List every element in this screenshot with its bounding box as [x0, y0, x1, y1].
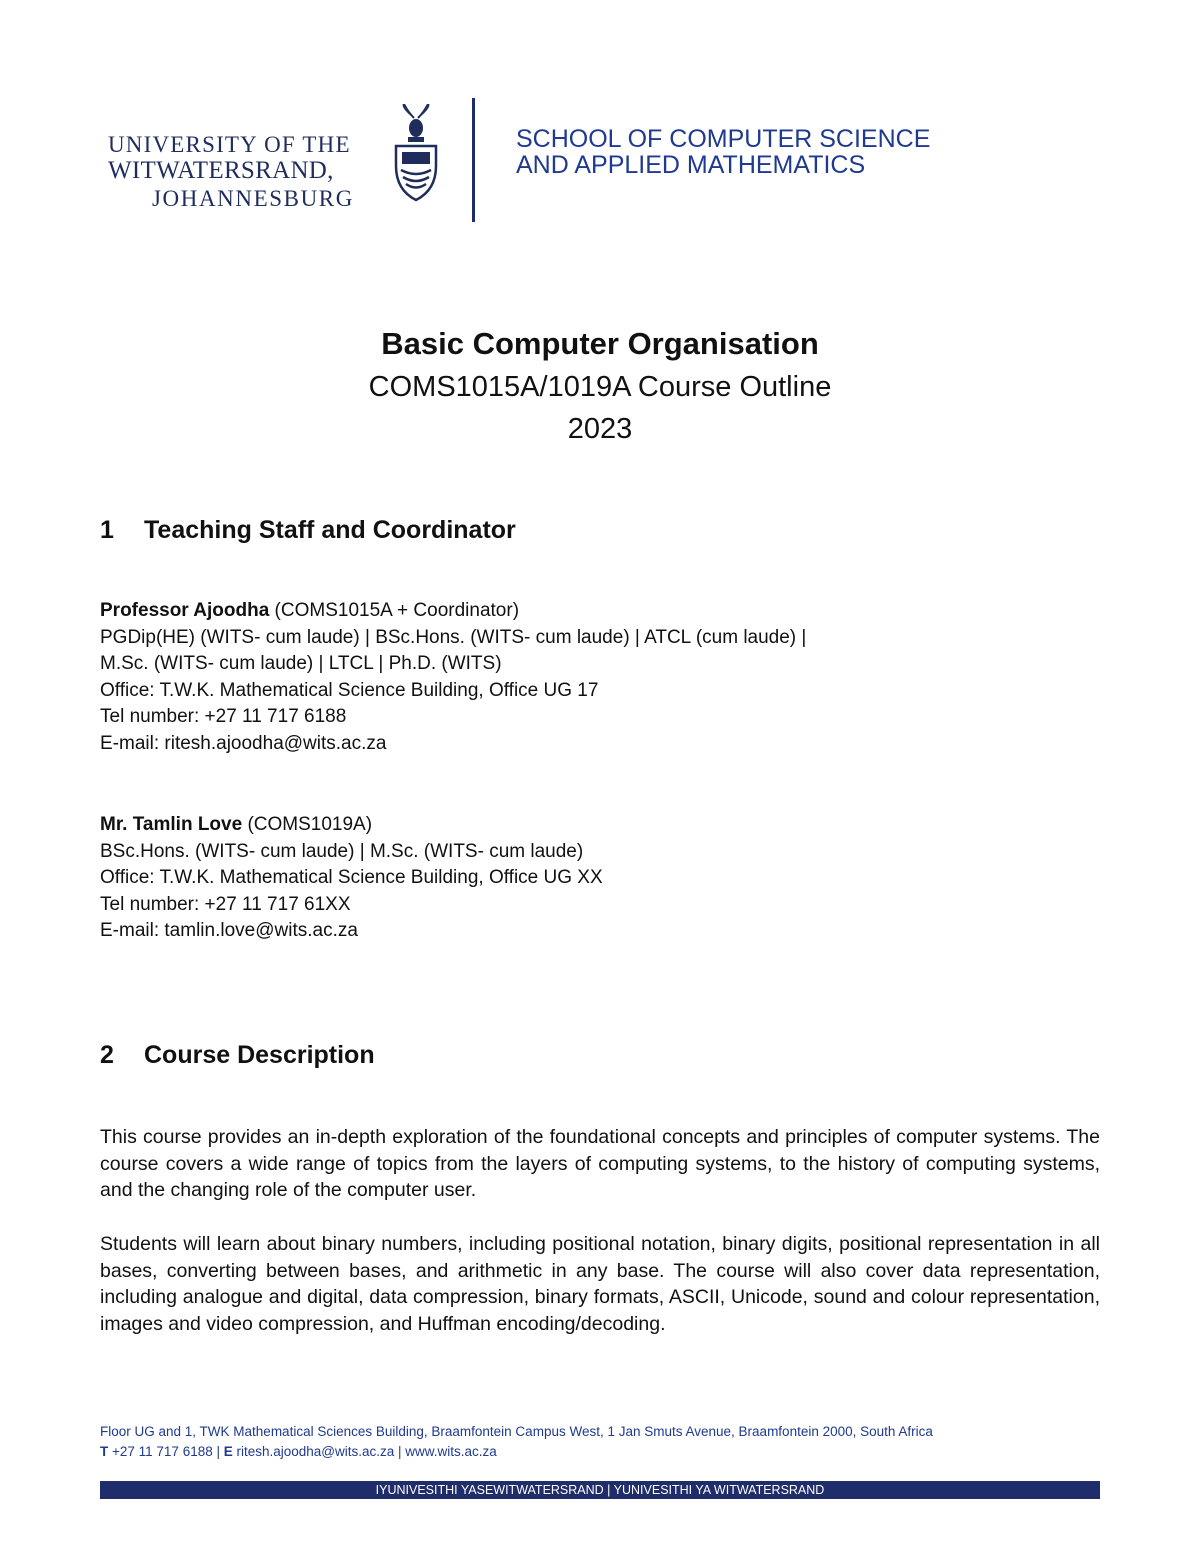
section-heading-staff [100, 516, 516, 545]
logo-wordmark [108, 132, 354, 212]
footer-email-label: E [223, 1444, 233, 1459]
university-logo [108, 104, 448, 224]
section-title: Teaching Staff and Coordinator [144, 516, 516, 544]
course-title: Basic Computer Organisation [381, 326, 819, 361]
staff-entry [100, 812, 603, 945]
footer-phone: +27 11 717 6188 | [108, 1444, 224, 1459]
footer-email-web: ritesh.ajoodha@wits.ac.za | www.wits.ac.za [232, 1444, 497, 1459]
header-divider [472, 98, 475, 222]
section-number: 1 [100, 516, 114, 544]
crest-icon [388, 104, 444, 204]
school-name-line-1: SCHOOL OF COMPUTER SCIENCE [516, 125, 931, 153]
logo-line-1: UNIVERSITY OF THE [108, 132, 351, 157]
staff-role: (COMS1019A) [242, 814, 373, 835]
staff-qualifications: BSc.Hons. (WITS- cum laude) | M.Sc. (WITS- cum laude) [100, 840, 584, 862]
school-name [516, 126, 930, 178]
footer-address: Floor UG and 1, TWK Mathematical Sciences Building, Braamfontein Campus West, 1 Jan Smuts Avenue, Braamfontein 2000, South Africa [100, 1424, 933, 1439]
staff-qualifications: PGDip(HE) (WITS- cum laude) | BSc.Hons. (WITS- cum laude) | ATCL (cum laude) | [100, 626, 807, 648]
staff-name-line [100, 812, 603, 839]
document-title [0, 326, 1200, 450]
staff-office: Office: T.W.K. Mathematical Science Building, Office UG 17 [100, 679, 599, 701]
staff-office: Office: T.W.K. Mathematical Science Building, Office UG XX [100, 867, 603, 888]
staff-name: Professor Ajoodha [100, 600, 270, 621]
section-title: Course Description [144, 1041, 375, 1069]
staff-tel: Tel number: +27 11 717 6188 [100, 706, 347, 727]
description-paragraph: Students will learn about binary numbers, including positional notation, binary digits, positional representation in all bases, converting between bases, and arithmetic in any base. The course will also cover data representation, including analogue and digital, data compression, binary formats, ASCII, Unicode, sound and colour representation, images and video compression, and Huffman encoding/decoding. [100, 1233, 1100, 1335]
section-heading-description [100, 1041, 375, 1070]
section-number: 2 [100, 1041, 114, 1069]
staff-email: E-mail: tamlin.love@wits.ac.za [100, 920, 358, 941]
staff-name: Mr. Tamlin Love [100, 814, 243, 835]
footer-address-block [100, 1422, 933, 1462]
logo-line-2: WITWATERSRAND, [108, 157, 334, 184]
staff-tel: Tel number: +27 11 717 61XX [100, 893, 351, 915]
school-name-line-2: AND APPLIED MATHEMATICS [516, 151, 866, 179]
footer-contact [100, 1442, 933, 1462]
staff-email: E-mail: ritesh.ajoodha@wits.ac.za [100, 732, 387, 754]
footer-bar: IYUNIVESITHI YASEWITWATERSRAND | YUNIVESITHI YA WITWATERSRAND [100, 1481, 1100, 1499]
staff-name-line [100, 598, 806, 625]
description-paragraph: This course provides an in-depth exploration of the foundational concepts and principles of computer systems. The course covers a wide range of topics from the layers of computing systems, to the history of computing systems, and the changing role of the computer user. [100, 1126, 1100, 1201]
footer-tel-label: T [100, 1444, 109, 1459]
logo-line-3: JOHANNESBURG [152, 186, 354, 211]
staff-entry [100, 598, 806, 757]
staff-role: (COMS1015A + Coordinator) [269, 600, 520, 621]
course-year: 2023 [567, 413, 633, 445]
staff-qualifications-cont: M.Sc. (WITS- cum laude) | LTCL | Ph.D. (WITS) [100, 653, 502, 674]
course-subtitle: COMS1015A/1019A Course Outline [368, 371, 832, 403]
